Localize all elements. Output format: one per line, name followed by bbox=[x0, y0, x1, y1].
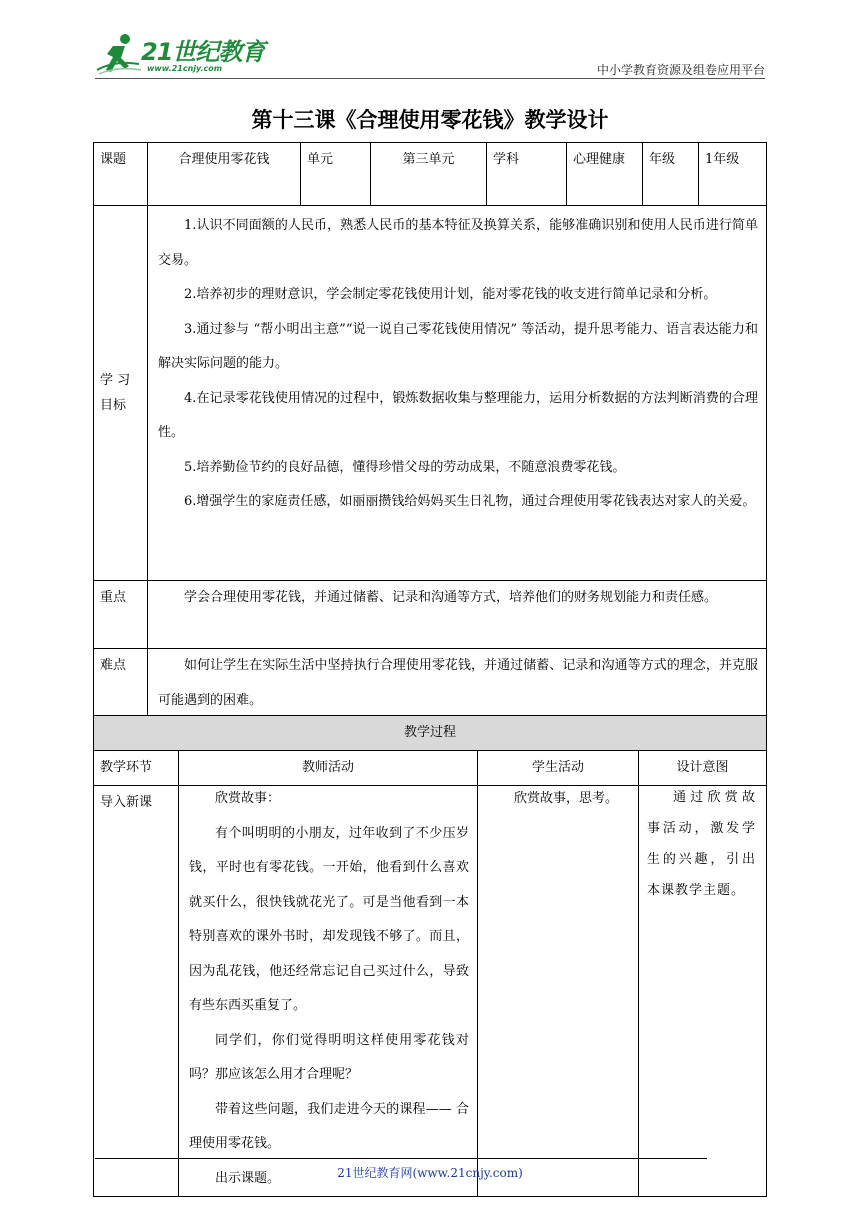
teacher-paragraph: 带着这些问题，我们走进今天的课程—— 合理使用零花钱。 bbox=[189, 1101, 469, 1151]
key-point-text: 学会合理使用零花钱，并通过储蓄、记录和沟通等方式，培养他们的财务规划能力和责任感。 bbox=[184, 590, 718, 605]
design-intent-cell bbox=[639, 786, 767, 1197]
goals-label bbox=[94, 206, 148, 581]
page-footer: 21世纪教育网(www.21cnjy.com) bbox=[337, 1166, 523, 1180]
unit-value: 第三单元 bbox=[371, 143, 487, 206]
student-activity-cell bbox=[478, 786, 639, 1197]
topic-value: 合理使用零花钱 bbox=[148, 143, 301, 206]
header-divider bbox=[95, 78, 765, 79]
footer-divider bbox=[95, 1158, 707, 1159]
key-point-content bbox=[148, 581, 767, 649]
difficulty-content bbox=[148, 649, 767, 719]
goal-item: 4.在记录零花钱使用情况的过程中，锻炼数据收集与整理能力，运用分析数据的方法判断消费的合理性。 bbox=[158, 390, 758, 440]
difficulty-text: 如何让学生在实际生活中坚持执行合理使用零花钱，并通过储蓄、记录和沟通等方式的理念，并克服可能遇到的困难。 bbox=[158, 658, 758, 708]
goals-row bbox=[94, 206, 767, 581]
key-point-label: 重点 bbox=[94, 581, 148, 649]
unit-label: 单元 bbox=[301, 143, 371, 206]
subject-label: 学科 bbox=[487, 143, 567, 206]
difficulty-label: 难点 bbox=[94, 649, 148, 719]
table-row bbox=[94, 786, 767, 1197]
goals-label-line1: 学 习 bbox=[100, 373, 131, 388]
teacher-paragraph: 出示课题。 bbox=[215, 1170, 281, 1186]
page-header bbox=[95, 30, 765, 78]
subject-value: 心理健康 bbox=[567, 143, 643, 206]
key-point-row bbox=[94, 581, 767, 649]
lesson-info-table bbox=[93, 142, 767, 719]
platform-name: 中小学教育资源及组卷应用平台 bbox=[596, 63, 765, 77]
stage-cell: 导入新课 bbox=[94, 786, 179, 1197]
goals-label-line2: 目标 bbox=[100, 398, 127, 413]
process-title: 教学过程 bbox=[94, 716, 767, 751]
goal-item: 5.培养勤俭节约的良好品德，懂得珍惜父母的劳动成果，不随意浪费零花钱。 bbox=[184, 459, 626, 475]
header-teacher: 教师活动 bbox=[179, 751, 478, 786]
runner-logo-icon bbox=[95, 30, 145, 78]
document-title: 第十三课《合理使用零花钱》教学设计 bbox=[251, 107, 609, 132]
difficulty-row bbox=[94, 649, 767, 719]
info-row bbox=[94, 143, 767, 206]
grade-value: 1年级 bbox=[699, 143, 767, 206]
student-activity-text: 欣赏故事，思考。 bbox=[514, 791, 619, 806]
teacher-paragraph: 有个叫明明的小朋友，过年收到了不少压岁钱，平时也有零花钱。一开始，他看到什么喜欢就买什么，很快钱就花光了。可是当他看到一本特别喜欢的课外书时，却发现钱不够了。而且，因为乱花钱，他还经常忘记自己买过什么，导致有些东西买重复了。 bbox=[189, 825, 469, 1013]
header-stage: 教学环节 bbox=[94, 751, 179, 786]
brand-logo bbox=[95, 30, 265, 78]
goal-item: 1.认识不同面额的人民币，熟悉人民币的基本特征及换算关系，能够准确识别和使用人民币进行简单交易。 bbox=[158, 218, 758, 268]
goals-content bbox=[148, 206, 767, 581]
goal-item: 3.通过参与 “帮小明出主意”“说一说自己零花钱使用情况” 等活动，提升思考能力、语言表达能力和解决实际问题的能力。 bbox=[158, 321, 758, 371]
teacher-activity-cell bbox=[179, 786, 478, 1197]
teacher-paragraph: 欣赏故事： bbox=[215, 791, 281, 806]
process-title-row bbox=[94, 716, 767, 751]
topic-label: 课题 bbox=[94, 143, 148, 206]
goal-item: 6.增强学生的家庭责任感，如丽丽攒钱给妈妈买生日礼物，通过合理使用零花钱表达对家人的关爱。 bbox=[184, 494, 756, 509]
grade-label: 年级 bbox=[643, 143, 699, 206]
teacher-paragraph: 同学们，你们觉得明明这样使用零花钱对吗？那应该怎么用才合理呢？ bbox=[189, 1032, 469, 1082]
goal-item: 2.培养初步的理财意识，学会制定零花钱使用计划，能对零花钱的收支进行简单记录和分析。 bbox=[184, 287, 717, 302]
logo-url: www.21cnjy.com bbox=[147, 64, 223, 73]
teaching-process-table bbox=[93, 715, 767, 1197]
header-intent: 设计意图 bbox=[639, 751, 767, 786]
header-student: 学生活动 bbox=[478, 751, 639, 786]
design-intent-text: 通过欣赏故事活动，激发学生的兴趣，引出本课教学主题。 bbox=[647, 790, 757, 898]
logo-text: 21世纪教育 bbox=[141, 38, 265, 66]
process-header-row bbox=[94, 751, 767, 786]
